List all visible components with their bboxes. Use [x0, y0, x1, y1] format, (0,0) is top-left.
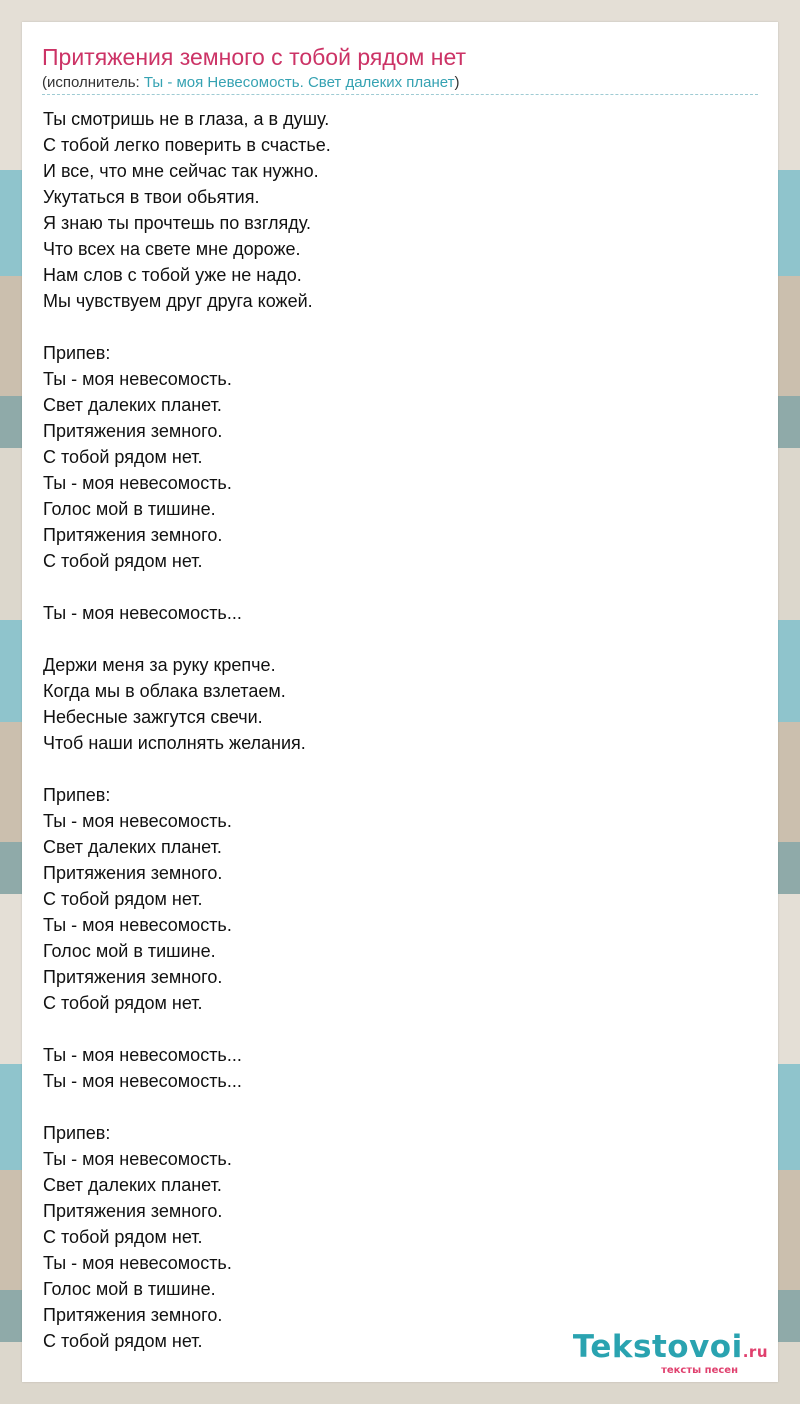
artist-suffix: ): [454, 74, 460, 91]
artist-prefix: (исполнитель:: [42, 74, 144, 91]
site-logo[interactable]: [573, 1330, 768, 1376]
song-title: Притяжения земного с тобой рядом нет: [42, 44, 467, 70]
lyrics-card: [22, 22, 778, 1382]
lyrics-text: Ты смотришь не в глаза, а в душу. С тобой легко поверить в счастье. И все, что мне сейчас так нужно. Укутаться в твои обьятия. Я знаю ты прочтешь по взгляду. Что всех на свете мне дороже. Нам слов с тобой уже не надо. Мы чувствуем друг друга кожей. Припев: Ты - моя невесомость. Свет далеких планет. Притяжения земного. С тобой рядом нет. Ты - моя невесомость. Голос мой в тишине. Притяжения земного. С тобой рядом нет. Ты - моя невесомость... Держи меня за руку крепче. Когда мы в облака взлетаем. Небесные зажгутся свечи. Чтоб наши исполнять желания. Припев: Ты - моя невесомость. Свет далеких планет. Притяжения земного. С тобой рядом нет. Ты - моя невесомость. Голос мой в тишине. Притяжения земного. С тобой рядом нет. Ты - моя невесомость... Ты - моя невесомость... Припев: Ты - моя невесомость. Свет далеких планет. Притяжения земного. С тобой рядом нет. Ты - моя невесомость. Голос мой в тишине. Притяжения земного. С тобой рядом нет.: [43, 109, 331, 1351]
title-divider: [42, 94, 758, 95]
artist-link[interactable]: Ты - моя Невесомость. Свет далеких планет: [143, 74, 455, 91]
logo-tld: .ru: [742, 1343, 768, 1361]
logo-name: Tekstovoi: [572, 1329, 743, 1365]
artist-line: [42, 73, 459, 93]
logo-tagline: тексты песен: [661, 1365, 738, 1376]
